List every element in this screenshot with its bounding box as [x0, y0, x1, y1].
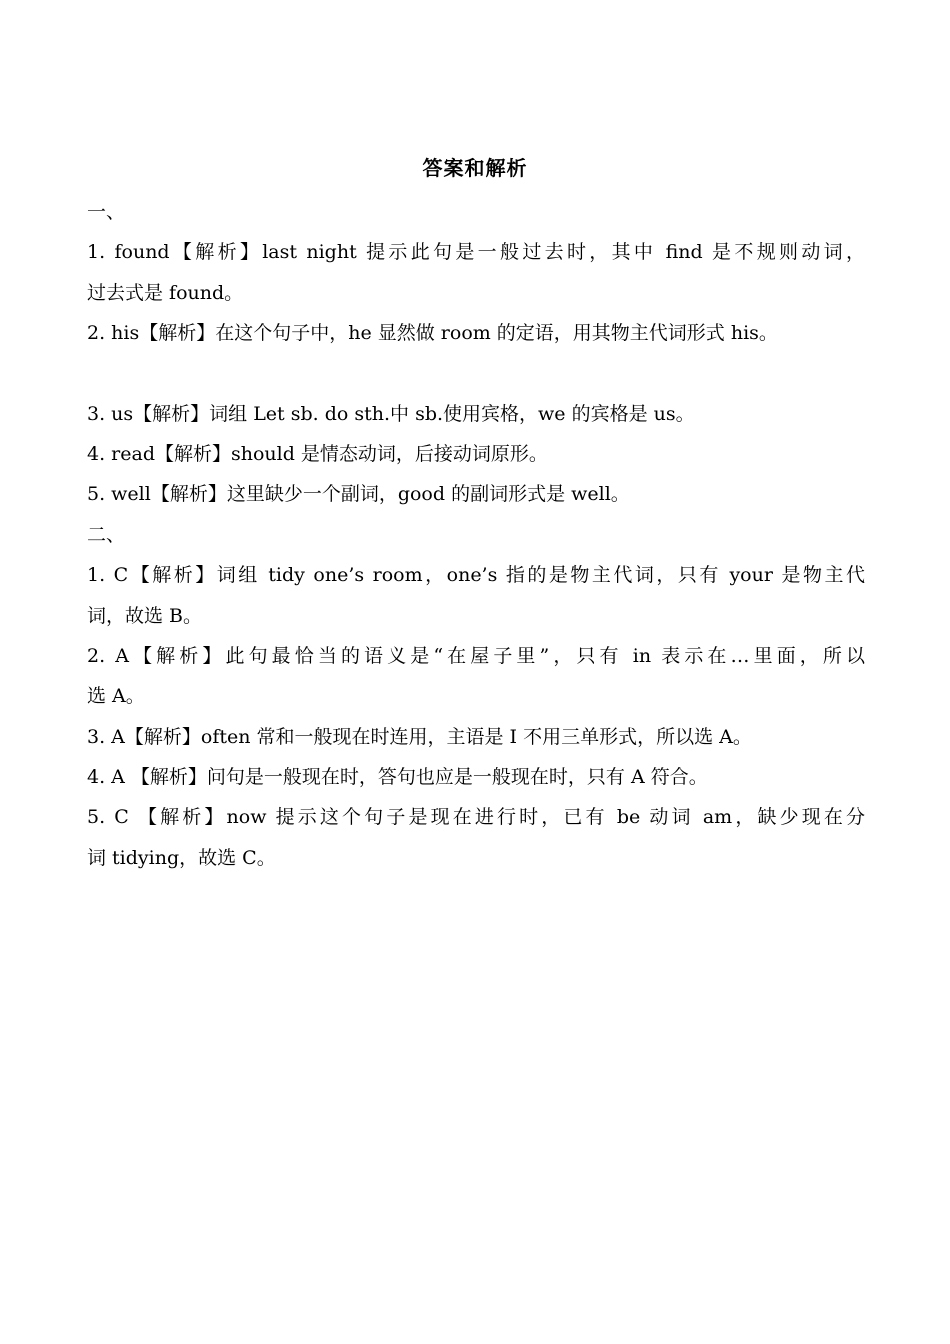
answer-content — [87, 192, 865, 878]
section-1-item-1-line-1: 1. found【解析】last night 提示此句是一般过去时，其中 find 是不规则动词， — [87, 241, 865, 264]
section-2-item-2-line-2: 选 A。 — [87, 685, 145, 708]
blank-line — [87, 354, 865, 394]
section-1-item-3: 3. us【解析】词组 Let sb. do sth.中 sb.使用宾格，we 的宾格是 us。 — [87, 402, 695, 425]
section-1-item-2: 2. his【解析】在这个句子中，he 显然做 room 的定语，用其物主代词形式 his。 — [87, 322, 778, 345]
section-2-item-1-line-1: 1. C【解析】词组 tidy one’s room，one’s 指的是物主代词，只有 your 是物主代 — [87, 564, 865, 587]
section-1-heading: 一、 — [87, 201, 126, 223]
section-2-item-2-line-1: 2. A【解析】此句最恰当的语义是“在屋子里”，只有 in 表示在…里面，所以 — [87, 644, 865, 667]
section-1-item-4: 4. read【解析】should 是情态动词，后接动词原形。 — [87, 442, 548, 465]
section-2-heading: 二、 — [87, 523, 126, 546]
section-1-item-5: 5. well【解析】这里缺少一个副词，good 的副词形式是 well。 — [87, 483, 630, 506]
section-2-item-5-line-1: 5. C 【解析】now 提示这个句子是现在进行时，已有 be 动词 am，缺少现在分 — [87, 806, 865, 829]
section-1-item-1-line-2: 过去式是 found。 — [87, 281, 244, 304]
section-2-item-1-line-2: 词，故选 B。 — [87, 604, 203, 627]
section-2-item-5-line-2: 词 tidying，故选 C。 — [87, 846, 276, 869]
page-title: 答案和解析 — [422, 156, 528, 180]
section-2-item-4: 4. A 【解析】问句是一般现在时，答句也应是一般现在时，只有 A 符合。 — [87, 766, 708, 789]
section-2-item-3: 3. A【解析】often 常和一般现在时连用，主语是 I 不用三单形式，所以选 A。 — [87, 725, 752, 748]
